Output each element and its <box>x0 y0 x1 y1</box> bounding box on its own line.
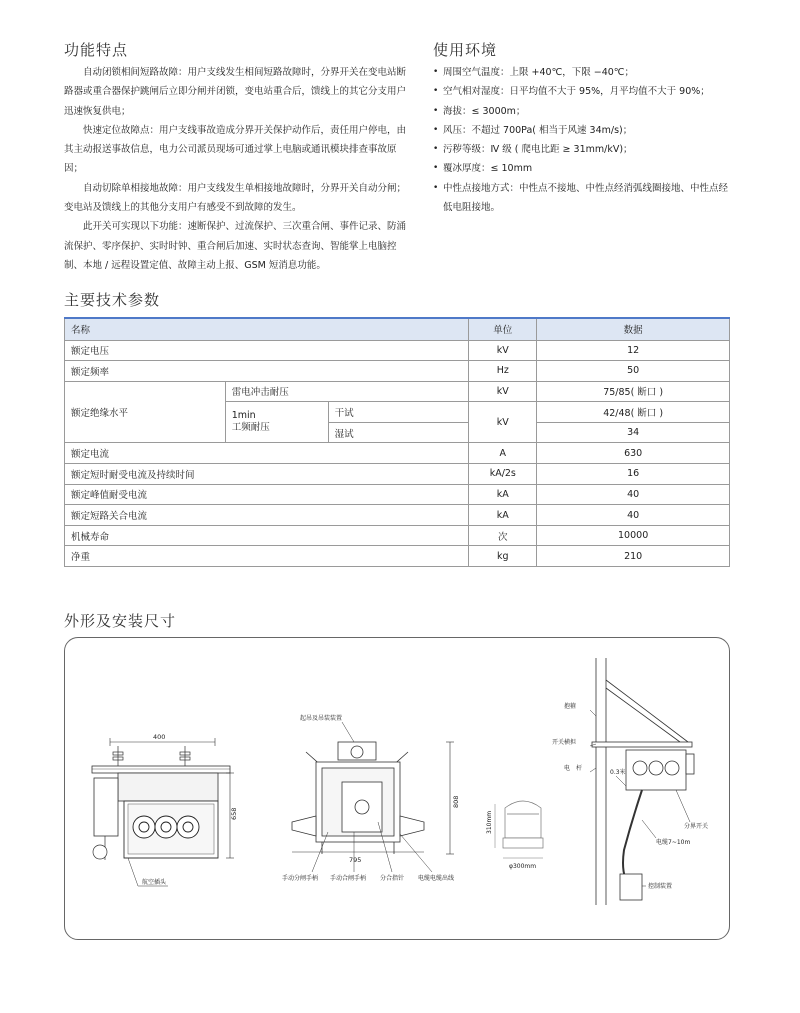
row-name: 净重 <box>65 546 469 567</box>
table-row <box>65 443 730 464</box>
feature-paragraph: 快速定位故障点：用户支线事故造成分界开关保护动作后，责任用户停电，由其主动报送事故信息，电力公司派员现场可通过掌上电脑或通讯模块排查事故原因； <box>64 124 407 175</box>
environment-item: • 污秽等级：Ⅳ 级 ( 爬电比距 ≥ 31mm/kV)； <box>433 140 733 159</box>
row-value: 40 <box>537 484 730 505</box>
switch-label: 分界开关 <box>684 823 709 830</box>
table-row <box>65 525 730 546</box>
table-header-row <box>65 318 730 340</box>
front-width-dim: 400 <box>153 733 166 741</box>
environment-item: • 周围空气温度：上限 +40℃，下限 −40℃； <box>433 63 733 82</box>
table-row <box>65 464 730 485</box>
row-value: 16 <box>537 464 730 485</box>
environment-item: • 覆冰厚度：≤ 10mm <box>433 159 733 178</box>
environment-item: • 空气相对湿度：日平均值不大于 95%，月平均值不大于 90%； <box>433 82 733 101</box>
indicator-label: 分合指针 <box>380 875 405 882</box>
table-row <box>65 546 730 567</box>
side-height-dim: 808 <box>452 795 460 808</box>
header-value: 数据 <box>537 318 730 340</box>
controller-drawing <box>483 790 563 880</box>
connector-label: 航空插头 <box>142 879 167 886</box>
row-value: 40 <box>537 505 730 526</box>
pole-label: 电 杆 <box>564 765 583 772</box>
row-subname: 1min 工频耐压 <box>225 402 328 443</box>
row-value: 75/85( 断口 ) <box>537 381 730 402</box>
row-value: 10000 <box>537 525 730 546</box>
row-unit: kV <box>469 381 537 402</box>
row-name: 额定电压 <box>65 340 469 361</box>
row-name: 额定峰值耐受电流 <box>65 484 469 505</box>
row-name: 额定绝缘水平 <box>65 381 226 443</box>
controller-width-dim: φ300mm <box>509 863 537 870</box>
row-value: 630 <box>537 443 730 464</box>
hoop-label: 抱箍 <box>564 703 577 710</box>
header-unit: 单位 <box>469 318 537 340</box>
row-value: 34 <box>537 422 730 443</box>
row-value: 50 <box>537 361 730 382</box>
environment-title: 使用环境 <box>433 41 498 59</box>
params-title: 主要技术参数 <box>64 291 161 309</box>
row-value: 12 <box>537 340 730 361</box>
row-unit: 次 <box>469 525 537 546</box>
row-unit: Hz <box>469 361 537 382</box>
feature-paragraph: 自动闭锁相间短路故障：用户支线发生相间短路故障时，分界开关在变电站断路器或重合器保护跳闸后立即分闸并闭锁，变电站重合后，馈线上的其它分支用户迅速恢复供电； <box>64 67 407 117</box>
cable-length-label: 电缆7~10m <box>656 839 691 846</box>
manual-open-label: 手动分闸手柄 <box>282 875 319 882</box>
front-view-drawing <box>80 728 250 898</box>
cable-outlet-label: 电缆电缆出线 <box>418 875 455 882</box>
table-row <box>65 505 730 526</box>
row-name: 额定频率 <box>65 361 469 382</box>
features-body <box>64 63 409 275</box>
side-width-dim: 795 <box>349 856 362 864</box>
environment-item: • 中性点接地方式：中性点不接地、中性点经消弧线圈接地、中性点经低电阻接地。 <box>433 179 733 218</box>
table-row <box>65 381 730 402</box>
row-subname: 湿试 <box>328 422 469 443</box>
row-unit: kV <box>469 402 537 443</box>
row-subname: 干试 <box>328 402 469 423</box>
features-title: 功能特点 <box>64 41 129 59</box>
row-unit: kg <box>469 546 537 567</box>
row-unit: kA <box>469 505 537 526</box>
row-unit: kA <box>469 484 537 505</box>
environment-list <box>433 63 733 217</box>
header-name: 名称 <box>65 318 469 340</box>
dimensions-title: 外形及安装尺寸 <box>64 612 177 630</box>
row-name: 额定短时耐受电流及持续时间 <box>65 464 469 485</box>
controller-height-dim: 310mm <box>486 810 493 834</box>
row-unit: kA/2s <box>469 464 537 485</box>
control-device-label: 控制装置 <box>648 883 673 890</box>
environment-item: • 风压：不超过 700Pa( 相当于风速 34m/s)； <box>433 121 733 140</box>
environment-item: • 海拔：≤ 3000m； <box>433 102 733 121</box>
row-name: 额定短路关合电流 <box>65 505 469 526</box>
row-unit: A <box>469 443 537 464</box>
row-unit: kV <box>469 340 537 361</box>
table-row <box>65 484 730 505</box>
bracket-label: 开关横担 <box>552 739 577 746</box>
row-subname: 雷电冲击耐压 <box>225 381 469 402</box>
feature-paragraph: 此开关可实现以下功能：速断保护、过流保护、三次重合闸、事件记录、防涌流保护、零序保护、实时时钟、重合闸后加速、实时状态查询、智能掌上电脑控制、本地 / 远程设置定值、故障主动上报、GSM 短消息功能。 <box>64 221 407 271</box>
row-name: 额定电流 <box>65 443 469 464</box>
front-height-dim: 658 <box>230 807 238 820</box>
manual-close-label: 手动合闸手柄 <box>330 875 367 882</box>
pole-install-drawing <box>552 650 722 915</box>
distance-label: 0.3米 <box>610 769 626 776</box>
table-row <box>65 340 730 361</box>
row-name: 机械寿命 <box>65 525 469 546</box>
row-value: 210 <box>537 546 730 567</box>
row-value: 42/48( 断口 ) <box>537 402 730 423</box>
feature-paragraph: 自动切除单相接地故障：用户支线发生单相接地故障时，分界开关自动分闸；变电站及馈线上的其他分支用户有感受不到故障的发生。 <box>64 182 407 214</box>
side-view-drawing <box>282 712 482 890</box>
table-row <box>65 361 730 382</box>
lift-device-label: 起吊及吊装装置 <box>300 715 343 722</box>
params-table <box>64 317 730 567</box>
